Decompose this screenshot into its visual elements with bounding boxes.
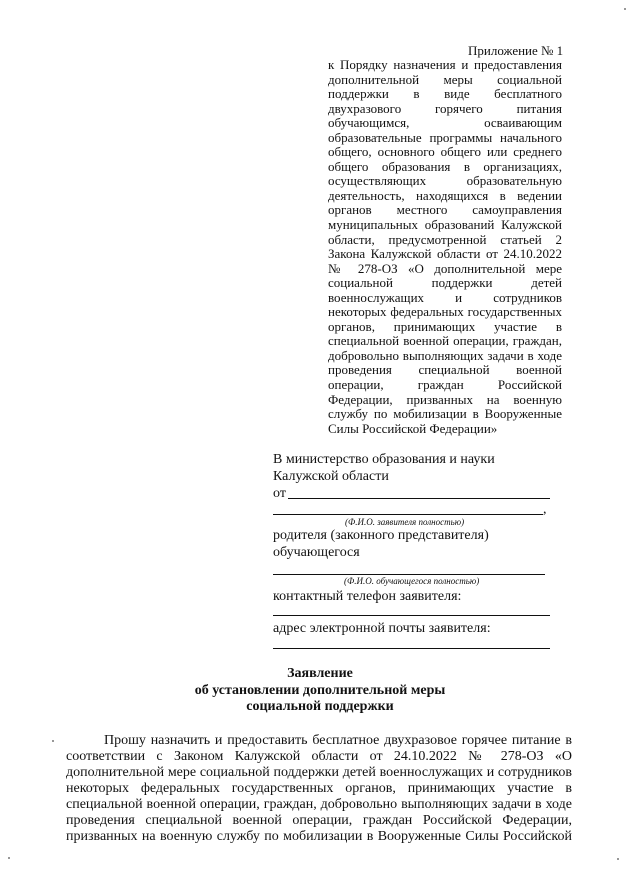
phone-line[interactable] xyxy=(273,615,550,616)
appendix-line: обучающимся, осваивающим xyxy=(328,115,562,131)
appendix-line: военнослужащих и сотрудников xyxy=(328,289,562,305)
appendix-line: деятельность, находящихся в ведении xyxy=(328,187,562,203)
statement-subtitle-1: об установлении дополнительной меры xyxy=(194,683,446,698)
appendix-line: образовательные программы начального xyxy=(328,129,562,145)
scan-speck xyxy=(617,858,619,860)
body-line: призванных на военную службу по мобилизации в Вооруженные Силы Российской xyxy=(66,829,572,844)
appendix-line: социальной поддержки детей xyxy=(328,275,562,291)
appendix-line: операции, граждан Российской xyxy=(328,377,562,393)
appendix-line: службу по мобилизации в Вооруженные xyxy=(328,406,562,422)
appendix-line: проведения специальной военной xyxy=(328,362,562,378)
appendix-line: Закона Калужской области от 24.10.2022 xyxy=(328,246,562,262)
student-name-line[interactable] xyxy=(273,574,545,575)
appendix-line: специальной военной операции, граждан, xyxy=(328,333,562,349)
appendix-line: органов местного самоуправления xyxy=(328,202,562,218)
appendix-line: области, предусмотренной статьей 2 xyxy=(328,231,562,247)
appendix-line: некоторых федеральных государственных xyxy=(328,304,562,320)
applicant-hint: (Ф.И.О. заявителя полностью) xyxy=(345,517,465,527)
appendix-line: к Порядку назначения и предоставления xyxy=(328,57,562,72)
scan-speck xyxy=(624,8,626,10)
applicant-name-line[interactable] xyxy=(288,498,550,499)
student-hint: (Ф.И.О. обучающегося полностью) xyxy=(344,576,480,586)
body-line: дополнительной мере социальной поддержки детей военнослужащих и сотрудников xyxy=(66,765,572,780)
addressee-region: Калужской области xyxy=(273,469,389,484)
appendix-line: дополнительной меры социальной xyxy=(328,71,562,87)
appendix-label: Приложение № 1 xyxy=(468,43,564,58)
comma: , xyxy=(543,502,547,517)
from-label: от xyxy=(273,486,286,501)
body-line: соответствии с Законом Калужской области от 24.10.2022 № 278-ОЗ «О xyxy=(66,749,572,764)
appendix-line: добровольно выполняющих задачи в ходе xyxy=(328,347,562,363)
appendix-line: органов, принимающих участие в xyxy=(328,318,562,334)
appendix-line: поддержки в виде бесплатного xyxy=(328,86,562,102)
body-line: проведения специальной военной операции, граждан Российской Федерации, xyxy=(66,813,572,828)
body-line: Прошу назначить и предоставить бесплатное двухразовое горячее питание в xyxy=(104,733,572,748)
phone-label: контактный телефон заявителя: xyxy=(273,589,462,604)
body-line: специальной военной операции, граждан, добровольно выполняющих задачи в ходе xyxy=(66,797,572,812)
statement-subtitle-2: социальной поддержки xyxy=(246,699,394,714)
appendix-line: № 278-ОЗ «О дополнительной мере xyxy=(328,260,562,276)
scan-speck xyxy=(8,857,10,859)
appendix-line: Федерации, призванных на военную xyxy=(328,391,562,407)
scan-speck xyxy=(52,740,54,742)
email-line[interactable] xyxy=(273,648,550,649)
body-line: некоторых федеральных государственных органов, принимающих участие в xyxy=(66,781,572,796)
parent-label: родителя (законного представителя) xyxy=(273,528,489,543)
addressee-ministry: В министерство образования и науки xyxy=(273,452,495,467)
appendix-line: общего, основного общего или среднего xyxy=(328,144,562,160)
appendix-line: двухразового горячего питания xyxy=(328,100,562,116)
appendix-text xyxy=(328,58,562,436)
statement-title: Заявление xyxy=(287,666,353,681)
student-label: обучающегося xyxy=(273,545,360,560)
statement-body xyxy=(66,733,572,845)
appendix-line: осуществляющих образовательную xyxy=(328,173,562,189)
email-label: адрес электронной почты заявителя: xyxy=(273,621,491,636)
applicant-name-line-2[interactable] xyxy=(273,514,543,515)
appendix-line: общего образования в организациях, xyxy=(328,158,562,174)
appendix-line: Силы Российской Федерации» xyxy=(328,420,498,436)
appendix-line: муниципальных образований Калужской xyxy=(328,217,562,233)
